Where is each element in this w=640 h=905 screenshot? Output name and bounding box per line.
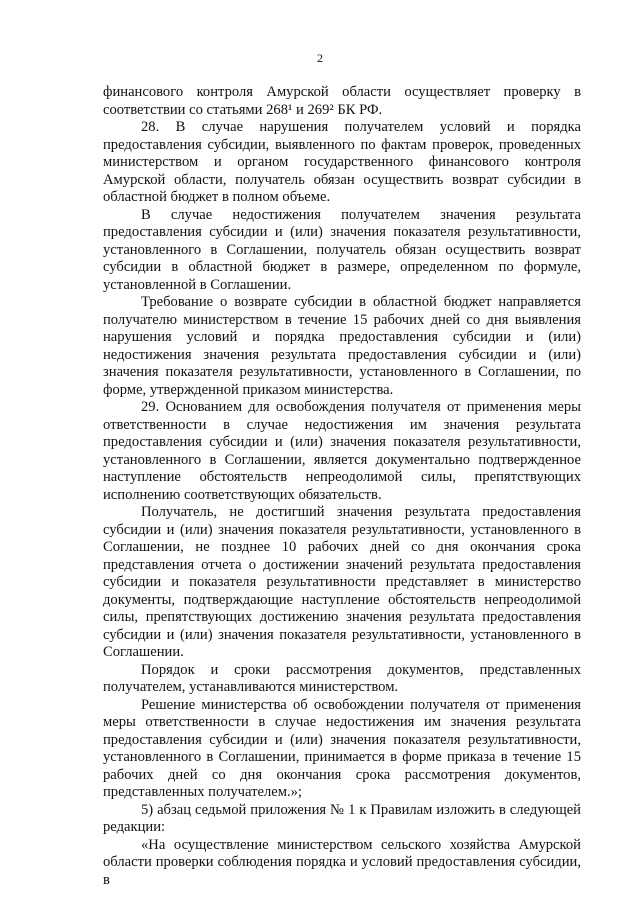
paragraph-29: 29. Основанием для освобождения получателя от применения меры ответственности в случае недостижения им значения результата предоставления субсидии и (или) значения показателя результативности, установленного в Соглашении, является документально подтвержденное наступление обстоятельств непреодолимой силы, препятствующих исполнению соответствующих обязательств. — [103, 399, 581, 503]
paragraph-28-nonachievement: В случае недостижения получателем значения результата предоставления субсидии и (или) значения показателя результативности, установленного в Соглашении, получатель обязан осуществить возврат субсидии в областной бюджет в размере, определенном по формуле, установленной в Соглашении. — [103, 206, 581, 293]
paragraph-29-documents: Получатель, не достигший значения результата предоставления субсидии и (или) значения показателя результативности, установленного в Соглашении, не позднее 10 рабочих дней со дня окончания срока представления отчета о достижении значений результата предоставления субсидии и показателя результативности представляет в министерство документы, подтверждающие наступление обстоятельств непреодолимой силы, препятствующих достижению значения результата предоставления субсидии и (или) значения показателя результативности, установленного в Соглашении. — [103, 504, 581, 660]
paragraph-28-refund-demand: Требование о возврате субсидии в областной бюджет направляется получателю министерством в течение 15 рабочих дней со дня выявления нарушения условий и порядка предоставления субсидии и (или) недостижения значения результата предоставления субсидии и (или) значения показателя результативности, установленного в Соглашении, по форме, утвержденной приказом министерства. — [103, 294, 581, 398]
paragraph-28: 28. В случае нарушения получателем условий и порядка предоставления субсидии, выявленного по фактам проверок, проведенных министерством и органом государственного финансового контроля Амурской области, получатель обязан осуществить возврат субсидии в областной бюджет в полном объеме. — [103, 119, 581, 205]
paragraph-29-procedure: Порядок и сроки рассмотрения документов, представленных получателем, устанавливаются министерством. — [103, 661, 581, 695]
paragraph-29-decision: Решение министерства об освобождении получателя от применения меры ответственности в случае недостижения им значения результата предоставления субсидии и (или) значения показателя результативности, установленного в Соглашении, принимается в форме приказа в течение 15 рабочих дней со дня окончания срока рассмотрения документов, представленных получателем.»; — [103, 696, 581, 800]
page-number: 2 — [317, 51, 323, 65]
paragraph-continuation: финансового контроля Амурской области осуществляет проверку в соответствии со статьями 268¹ и 269² БК РФ. — [103, 84, 581, 118]
paragraph-5-amendment: 5) абзац седьмой приложения № 1 к Правилам изложить в следующей редакции: — [103, 801, 581, 835]
paragraph-5-quote: «На осуществление министерством сельского хозяйства Амурской области проверки соблюдения порядка и условий предоставления субсидии, в — [103, 836, 581, 888]
document-body — [103, 84, 581, 889]
